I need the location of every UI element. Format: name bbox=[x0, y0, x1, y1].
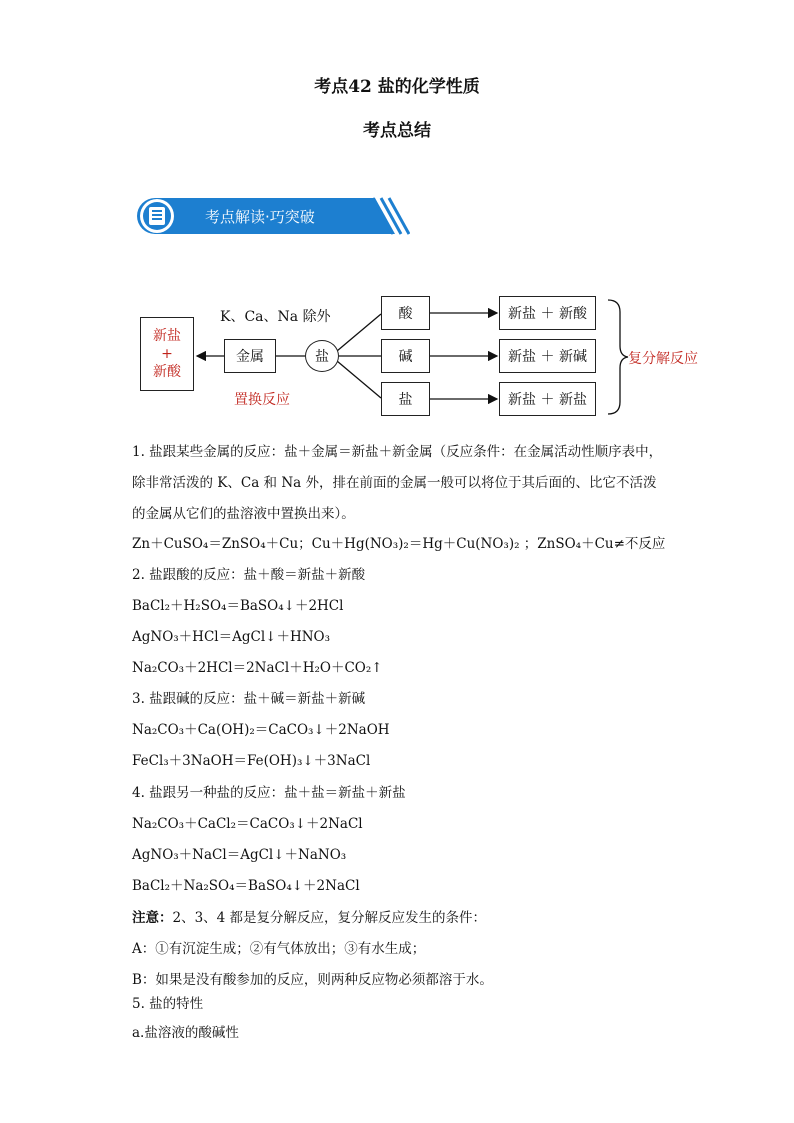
result-base-box: 新盐 ＋ 新碱 bbox=[499, 339, 596, 373]
note-label: 注意： bbox=[132, 910, 173, 926]
acid-box: 酸 bbox=[381, 296, 430, 330]
metal-box: 金属 bbox=[224, 339, 276, 373]
equation-na2co3-caoh2: Na₂CO₃＋Ca(OH)₂＝CaCO₃↓＋2NaOH bbox=[132, 722, 390, 738]
base-box: 碱 bbox=[381, 339, 430, 373]
condition-b: B：如果是没有酸参加的反应，则两种反应物必须都溶于水。 bbox=[132, 972, 493, 988]
paragraph-4: 4. 盐跟另一种盐的反应：盐＋盐＝新盐＋新盐 bbox=[132, 785, 406, 801]
new-salt-new-acid-box bbox=[140, 317, 194, 391]
displacement-label: 置换反应 bbox=[234, 392, 290, 408]
equation-agno3-hcl: AgNO₃＋HCl＝AgCl↓＋HNO₃ bbox=[132, 629, 331, 645]
note-text: 2、3、4 都是复分解反应，复分解反应发生的条件： bbox=[172, 910, 487, 926]
new-acid-label: 新酸 bbox=[153, 364, 181, 380]
equation-na2co3-hcl: Na₂CO₃＋2HCl＝2NaCl＋H₂O＋CO₂↑ bbox=[132, 660, 383, 676]
page-subtitle: 考点总结 bbox=[363, 121, 431, 141]
paragraph-5: 5. 盐的特性 bbox=[132, 996, 204, 1012]
result-acid-box: 新盐 ＋ 新酸 bbox=[499, 296, 596, 330]
paragraph-1: 1. 盐跟某些金属的反应：盐＋金属＝新盐＋新金属（反应条件：在金属活动性顺序表中，除非常活泼的 K、Ca 和 Na 外，排在前面的金属一般可以将位于其后面的、比它不活泼的金属从它们的盐溶液中置换出来）。 bbox=[132, 444, 663, 522]
double-decomposition-label: 复分解反应 bbox=[628, 351, 698, 367]
condition-a: A：①有沉淀生成；②有气体放出；③有水生成； bbox=[132, 941, 426, 957]
paragraph-5a: a.盐溶液的酸碱性 bbox=[132, 1025, 239, 1041]
salt-box: 盐 bbox=[381, 382, 430, 416]
equation-na2co3-cacl2: Na₂CO₃＋CaCl₂＝CaCO₃↓＋2NaCl bbox=[132, 816, 363, 832]
except-note: K、Ca、Na 除外 bbox=[220, 309, 331, 325]
equation-bacl2-h2so4: BaCl₂＋H₂SO₄＝BaSO₄↓＋2HCl bbox=[132, 598, 344, 614]
paragraph-3: 3. 盐跟碱的反应：盐＋碱＝新盐＋新碱 bbox=[132, 691, 366, 707]
equation-bacl2-na2so4: BaCl₂＋Na₂SO₄＝BaSO₄↓＋2NaCl bbox=[132, 878, 360, 894]
brace bbox=[608, 300, 628, 414]
new-salt-label: 新盐 bbox=[153, 328, 181, 344]
plus-label: + bbox=[161, 346, 173, 362]
note-line bbox=[132, 909, 486, 927]
equation-agno3-nacl: AgNO₃＋NaCl＝AgCl↓＋NaNO₃ bbox=[132, 847, 347, 863]
salt-circle: 盐 bbox=[305, 340, 339, 372]
result-salt-box: 新盐 ＋ 新盐 bbox=[499, 382, 596, 416]
equation-fecl3-naoh: FeCl₃＋3NaOH＝Fe(OH)₃↓＋3NaCl bbox=[132, 753, 371, 769]
equation-zn: Zn＋CuSO₄＝ZnSO₄＋Cu；Cu＋Hg(NO₃)₂＝Hg＋Cu(NO₃)₂ ；ZnSO₄＋Cu≠不反应 bbox=[132, 536, 666, 552]
page-title: 考点42 盐的化学性质 bbox=[314, 77, 480, 97]
paragraph-2: 2. 盐跟酸的反应：盐＋酸＝新盐＋新酸 bbox=[132, 567, 366, 583]
banner-label: 考点解读·巧突破 bbox=[205, 208, 315, 226]
